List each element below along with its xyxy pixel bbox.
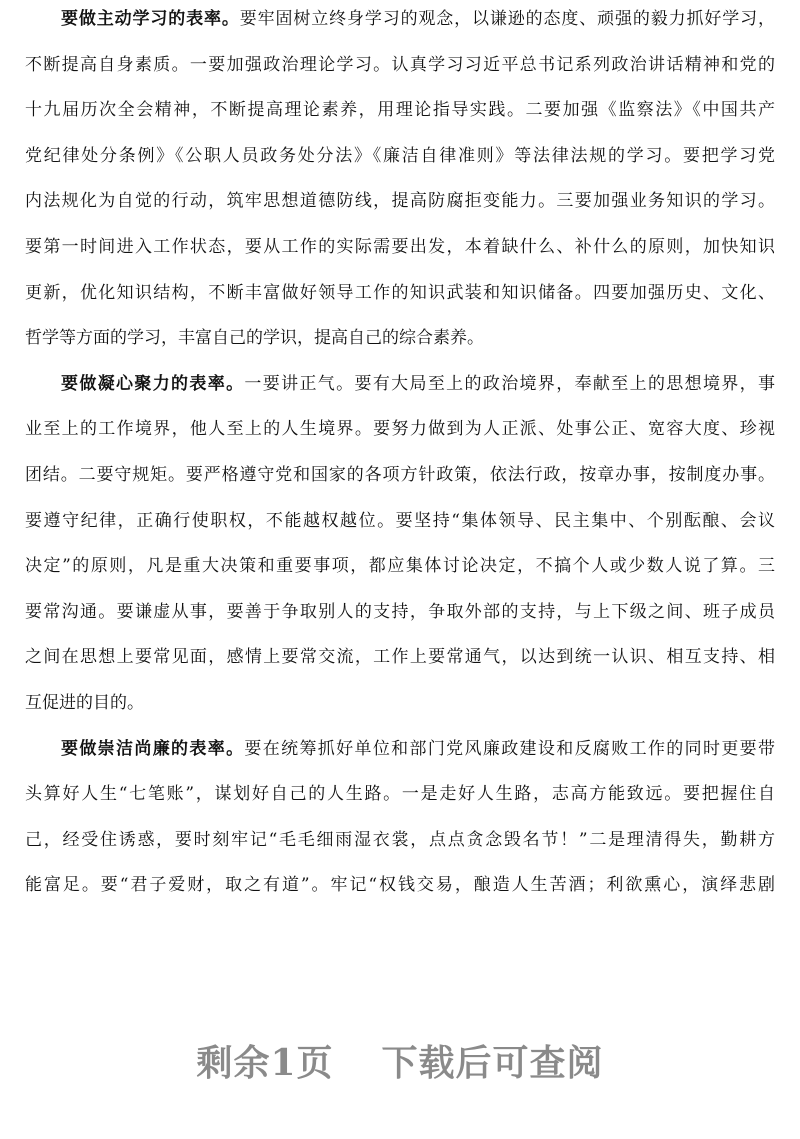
line-text: 内法规化为自觉的行动，筑牢思想道德防线，提高防腐拒变能力。三要加强业务知识的学习。	[25, 191, 775, 212]
line-text: 党纪律处分条例》《公职人员政务处分法》《廉洁自律准则》等法律法规的学习。要把学习党	[25, 145, 775, 166]
text-line	[25, 416, 775, 462]
download-prompt[interactable]	[0, 1035, 800, 1086]
line-text: 一要讲正气。要有大局至上的政治境界，奉献至上的思想境界，事	[244, 373, 775, 394]
line-text: 要遵守纪律，正确行使职权，不能越权越位。要坚持“集体领导、民主集中、个别酝酿、会议	[25, 510, 775, 531]
text-line	[25, 280, 775, 326]
text-line	[25, 644, 775, 690]
text-line	[25, 462, 775, 508]
line-text: 更新，优化知识结构，不断丰富做好领导工作的知识武装和知识储备。四要加强历史、文化、	[25, 282, 775, 303]
line-text: 不断提高自身素质。一要加强政治理论学习。认真学习习近平总书记系列政治讲话精神和党的	[25, 54, 775, 75]
line-text: 团结。二要守规矩。要严格遵守党和国家的各项方针政策，依法行政，按章办事，按制度办事。	[25, 464, 775, 485]
line-text: 要常沟通。要谦虚从事，要善于争取别人的支持，争取外部的支持，与上下级之间、班子成员	[25, 601, 775, 622]
line-text: 要在统筹抓好单位和部门党风廉政建设和反腐败工作的同时更要带	[244, 738, 775, 759]
line-text: 业至上的工作境界，他人至上的人生境界。要努力做到为人正派、处事公正、宽容大度、珍视	[25, 419, 775, 440]
line-text: 要牢固树立终身学习的观念，以谦逊的态度、顽强的毅力抓好学习，	[239, 9, 775, 29]
document-body	[25, 6, 775, 918]
text-line	[25, 97, 775, 143]
paragraph-heading: 要做主动学习的表率。	[61, 9, 240, 29]
line-text: 十九届历次全会精神，不断提高理论素养，用理论指导实践。二要加强《监察法》《中国共产	[25, 100, 775, 121]
remaining-pages-text: 剩余1页	[196, 1042, 334, 1084]
text-line	[25, 827, 775, 873]
paragraph	[25, 371, 775, 736]
text-line	[25, 52, 775, 98]
text-line	[25, 508, 775, 554]
line-text: 哲学等方面的学习，丰富自己的学识，提高自己的综合素养。	[25, 328, 484, 349]
text-line	[25, 553, 775, 599]
line-text: 决定”的原则，凡是重大决策和重要事项，都应集体讨论决定，不搞个人或少数人说了算。三	[25, 556, 775, 577]
paragraph	[25, 6, 775, 371]
text-line	[25, 736, 775, 782]
line-text: 己，经受住诱惑，要时刻牢记“毛毛细雨湿衣裳，点点贪念毁名节！”二是理清得失，勤耕方	[25, 829, 775, 850]
line-text: 之间在思想上要常见面，感情上要常交流，工作上要常通气，以达到统一认识、相互支持、相	[25, 647, 775, 668]
text-line	[25, 872, 775, 918]
paragraph	[25, 736, 775, 918]
text-line	[25, 234, 775, 280]
paragraph-heading: 要做凝心聚力的表率。	[61, 373, 245, 394]
paragraph-heading: 要做崇洁尚廉的表率。	[61, 738, 245, 759]
text-line	[25, 599, 775, 645]
line-text: 要第一时间进入工作状态，要从工作的实际需要出发，本着缺什么、补什么的原则，加快知识	[25, 236, 775, 257]
text-line	[25, 143, 775, 189]
line-text: 能富足。要“君子爱财，取之有道”。牢记“权钱交易，酿造人生苦酒；利欲熏心，演绎悲剧	[25, 875, 775, 896]
text-line	[25, 690, 775, 736]
text-line	[25, 325, 775, 371]
text-line	[25, 371, 775, 417]
line-text: 互促进的目的。	[25, 692, 144, 713]
download-to-view-text[interactable]: 下载后可查阅	[381, 1042, 604, 1084]
text-line	[25, 6, 775, 52]
line-text: 头算好人生“七笔账”，谋划好自己的人生路。一是走好人生路，志高方能致远。要把握住自	[25, 784, 775, 805]
text-line	[25, 781, 775, 827]
text-line	[25, 188, 775, 234]
